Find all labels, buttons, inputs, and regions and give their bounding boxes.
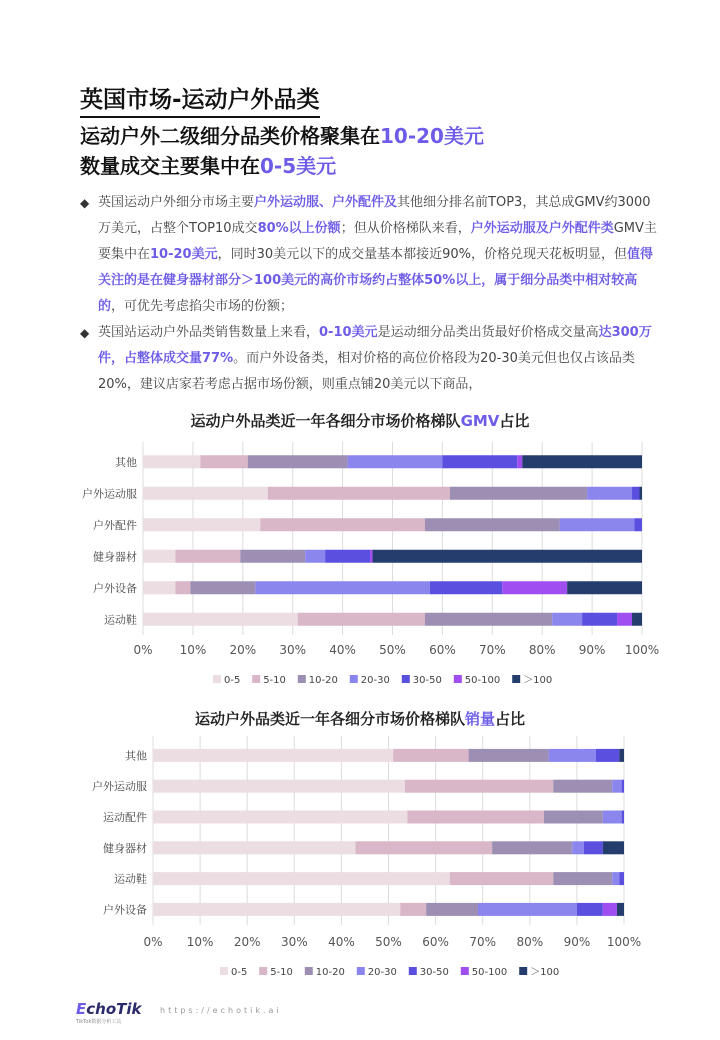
category-label: 户外配件 (93, 518, 137, 532)
category-label: 户外设备 (103, 903, 147, 917)
bar-segment (619, 749, 624, 762)
subtitle-price (80, 122, 484, 150)
bar-segment (450, 487, 587, 500)
x-tick-label: 100% (606, 935, 642, 949)
chart2-title-text: 运动户外品类近一年各细分市场价格梯队 (194, 710, 465, 728)
bar-segment (553, 780, 612, 793)
legend-label: 50-100 (471, 967, 508, 978)
legend-label: 5-10 (263, 675, 286, 686)
chart1-title (0, 410, 720, 431)
bar-segment (567, 581, 642, 594)
chart1-title-suffix: 占比 (499, 412, 530, 430)
x-tick-label: 10% (186, 935, 214, 949)
bar-segment (517, 455, 522, 468)
x-tick-label: 10% (179, 643, 207, 657)
bar-segment (175, 550, 240, 563)
category-label: 健身器材 (93, 550, 137, 564)
bullet-gmv (80, 190, 660, 320)
legend-swatch (409, 967, 417, 975)
diamond-bullet-icon: ◆ (80, 196, 90, 210)
legend-swatch (213, 675, 221, 683)
logo-subtitle: TikTok数据分析工具 (76, 1019, 122, 1025)
subtitle-volume-text: 数量成交主要集中在 (80, 154, 260, 178)
bar-segment (572, 841, 584, 854)
bar-segment (153, 841, 356, 854)
legend-swatch (454, 675, 462, 683)
bar-segment (373, 550, 642, 563)
legend-label: 20-30 (360, 675, 390, 686)
chart1-title-text: 运动户外品类近一年各细分市场价格梯队 (190, 412, 461, 430)
b1-segment: 80%以上份额 (257, 221, 341, 236)
bar-segment (492, 841, 572, 854)
legend-label: 10-20 (308, 675, 338, 686)
bar-segment (622, 780, 624, 793)
bar-segment (143, 487, 268, 500)
bar-segment (612, 780, 621, 793)
bar-segment (619, 872, 624, 885)
bullet-volume (80, 320, 660, 398)
x-tick-label: 20% (233, 935, 261, 949)
legend-swatch (402, 675, 410, 683)
bar-segment (143, 613, 298, 626)
legend-swatch (220, 967, 228, 975)
bar-segment (153, 872, 450, 885)
bar-segment (248, 455, 348, 468)
bar-segment (268, 487, 450, 500)
bar-segment (153, 780, 405, 793)
bar-segment (632, 487, 639, 500)
bar-segment (478, 903, 577, 916)
subtitle-volume-highlight: 0-5美元 (260, 154, 337, 178)
bar-segment (469, 749, 549, 762)
category-label: 运动鞋 (114, 872, 147, 886)
bar-segment (200, 455, 247, 468)
bar-segment (143, 581, 175, 594)
category-label: 其他 (115, 455, 137, 469)
bar-segment (348, 455, 443, 468)
bar-segment (425, 613, 552, 626)
bar-segment (260, 518, 425, 531)
x-tick-label: 0% (133, 643, 153, 657)
gmv-stacked-bar-chart (0, 440, 720, 700)
bar-segment (153, 903, 400, 916)
bar-segment (560, 518, 635, 531)
bullet-list (80, 190, 660, 398)
legend-label: 0-5 (231, 967, 248, 978)
footer-url: https://echotik.ai (160, 1006, 282, 1015)
bar-segment (407, 811, 544, 824)
chart2-title-highlight: 销量 (464, 710, 495, 728)
category-label: 户外运动服 (82, 487, 137, 501)
legend-label: 30-50 (412, 675, 442, 686)
chart2-title-suffix: 占比 (495, 710, 526, 728)
bar-segment (450, 872, 554, 885)
category-label: 运动鞋 (104, 613, 137, 627)
b1-segment: ，可优先考虑掐尖市场的份额； (111, 299, 294, 314)
bar-segment (356, 841, 493, 854)
b2-segment: 是运动细分品类出货最好价格成交量高 (377, 325, 599, 340)
bar-segment (190, 581, 255, 594)
bar-segment (603, 811, 622, 824)
bar-segment (584, 841, 603, 854)
b1-segment: 英国运动户外细分市场主要 (98, 195, 255, 210)
legend-label: 30-50 (419, 967, 449, 978)
b1-segment: ；但从价格梯队来看， (340, 221, 471, 236)
x-tick-label: 70% (469, 935, 497, 949)
bar-segment (640, 487, 642, 500)
bar-segment (502, 581, 567, 594)
b1-segment: 户外运动服、户外配件及 (254, 195, 398, 210)
b1-segment: 10-20美元 (150, 247, 218, 262)
x-tick-label: 80% (528, 643, 556, 657)
category-label: 户外设备 (93, 581, 137, 595)
x-tick-label: 40% (329, 643, 356, 657)
b2-segment: 0-10美元 (319, 325, 378, 340)
logo-text: choTik (86, 1000, 142, 1018)
bar-segment (632, 613, 642, 626)
bar-segment (577, 903, 603, 916)
x-tick-label: 30% (279, 643, 307, 657)
x-tick-label: 80% (516, 935, 544, 949)
diamond-bullet-icon: ◆ (80, 326, 90, 340)
bar-segment (426, 903, 478, 916)
x-tick-label: 100% (624, 643, 660, 657)
legend-swatch (512, 675, 520, 683)
b2-segment: 。而户外设备类，相对价格的高位价格段为20-30美元但也仅占该品类20%，建议店家若考虑占据市场份额，则重点铺20美元以下商品， (98, 351, 635, 392)
bar-segment (603, 903, 617, 916)
bar-segment (596, 749, 620, 762)
bar-segment (143, 455, 200, 468)
logo-letter-e: E (76, 1000, 87, 1018)
bar-segment (405, 780, 553, 793)
legend-swatch (461, 967, 469, 975)
bar-segment (255, 581, 430, 594)
b1-segment: 其他细分排名前TOP3，其总成GMV约3000万美元，占整个TOP10成交 (98, 195, 651, 236)
b2-segment: 英国站运动户外品类销售数量上来看， (98, 325, 320, 340)
legend-label: 10-20 (315, 967, 345, 978)
x-tick-label: 90% (578, 643, 606, 657)
bar-segment (587, 487, 632, 500)
chart2-title (0, 708, 720, 729)
bar-segment (622, 811, 624, 824)
legend-swatch (305, 967, 313, 975)
legend-swatch (519, 967, 527, 975)
legend-label: 20-30 (367, 967, 397, 978)
x-tick-label: 60% (422, 935, 449, 949)
bar-segment (153, 811, 407, 824)
b1-segment: 值得关注的是在健身器材部分＞100美元的高价市场约占整体50%以上，属于细分品类中相对较高的 (98, 247, 654, 314)
bar-segment (370, 550, 372, 563)
bar-segment (175, 581, 190, 594)
b2-segment: 达300万件，占整体成交量77% (98, 325, 652, 366)
bar-segment (549, 749, 596, 762)
bar-segment (143, 550, 175, 563)
x-tick-label: 0% (143, 935, 163, 949)
echotik-logo (76, 1000, 141, 1018)
bar-segment (603, 841, 624, 854)
subtitle-volume (80, 152, 336, 180)
bar-segment (305, 550, 325, 563)
x-tick-label: 70% (478, 643, 506, 657)
x-tick-label: 30% (280, 935, 308, 949)
bar-segment (393, 749, 468, 762)
bar-segment (582, 613, 617, 626)
x-tick-label: 60% (429, 643, 456, 657)
legend-swatch (298, 675, 306, 683)
legend-label: ＞100 (530, 967, 560, 978)
chart1-title-highlight: GMV (460, 412, 500, 430)
legend-swatch (259, 967, 267, 975)
category-label: 健身器材 (103, 841, 147, 855)
bar-segment (544, 811, 603, 824)
bar-segment (430, 581, 502, 594)
b1-segment: 户外运动服及户外配件类 (470, 221, 614, 236)
bar-segment (425, 518, 560, 531)
x-tick-label: 90% (563, 935, 591, 949)
subtitle-price-highlight: 10-20美元 (380, 124, 484, 148)
subtitle-price-text: 运动户外二级细分品类价格聚集在 (80, 124, 380, 148)
bar-segment (617, 613, 632, 626)
bar-segment (298, 613, 425, 626)
bar-segment (143, 518, 260, 531)
volume-stacked-bar-chart (0, 736, 720, 986)
bar-segment (325, 550, 370, 563)
bar-segment (522, 455, 642, 468)
bar-segment (400, 903, 426, 916)
x-tick-label: 20% (229, 643, 257, 657)
bar-segment (553, 872, 612, 885)
legend-label: 0-5 (224, 675, 241, 686)
bar-segment (552, 613, 582, 626)
legend-swatch (357, 967, 365, 975)
legend-label: 5-10 (270, 967, 293, 978)
category-label: 其他 (125, 749, 147, 763)
bar-segment (153, 749, 393, 762)
b1-segment: GMV主要集中在 (98, 221, 657, 262)
bar-segment (635, 518, 642, 531)
bar-segment (617, 903, 624, 916)
bar-segment (612, 872, 619, 885)
bar-segment (240, 550, 305, 563)
category-label: 户外运动服 (92, 780, 147, 794)
page-title: 英国市场-运动户外品类 (80, 86, 320, 118)
legend-swatch (350, 675, 358, 683)
b1-segment: ，同时30美元以下的成交量基本都接近90%，价格兑现天花板明显，但 (217, 247, 628, 262)
bar-segment (442, 455, 517, 468)
category-label: 运动配件 (103, 811, 147, 824)
x-tick-label: 40% (328, 935, 355, 949)
legend-label: ＞100 (523, 675, 553, 686)
legend-swatch (252, 675, 260, 683)
x-tick-label: 50% (375, 935, 402, 949)
x-tick-label: 50% (379, 643, 406, 657)
legend-label: 50-100 (464, 675, 501, 686)
